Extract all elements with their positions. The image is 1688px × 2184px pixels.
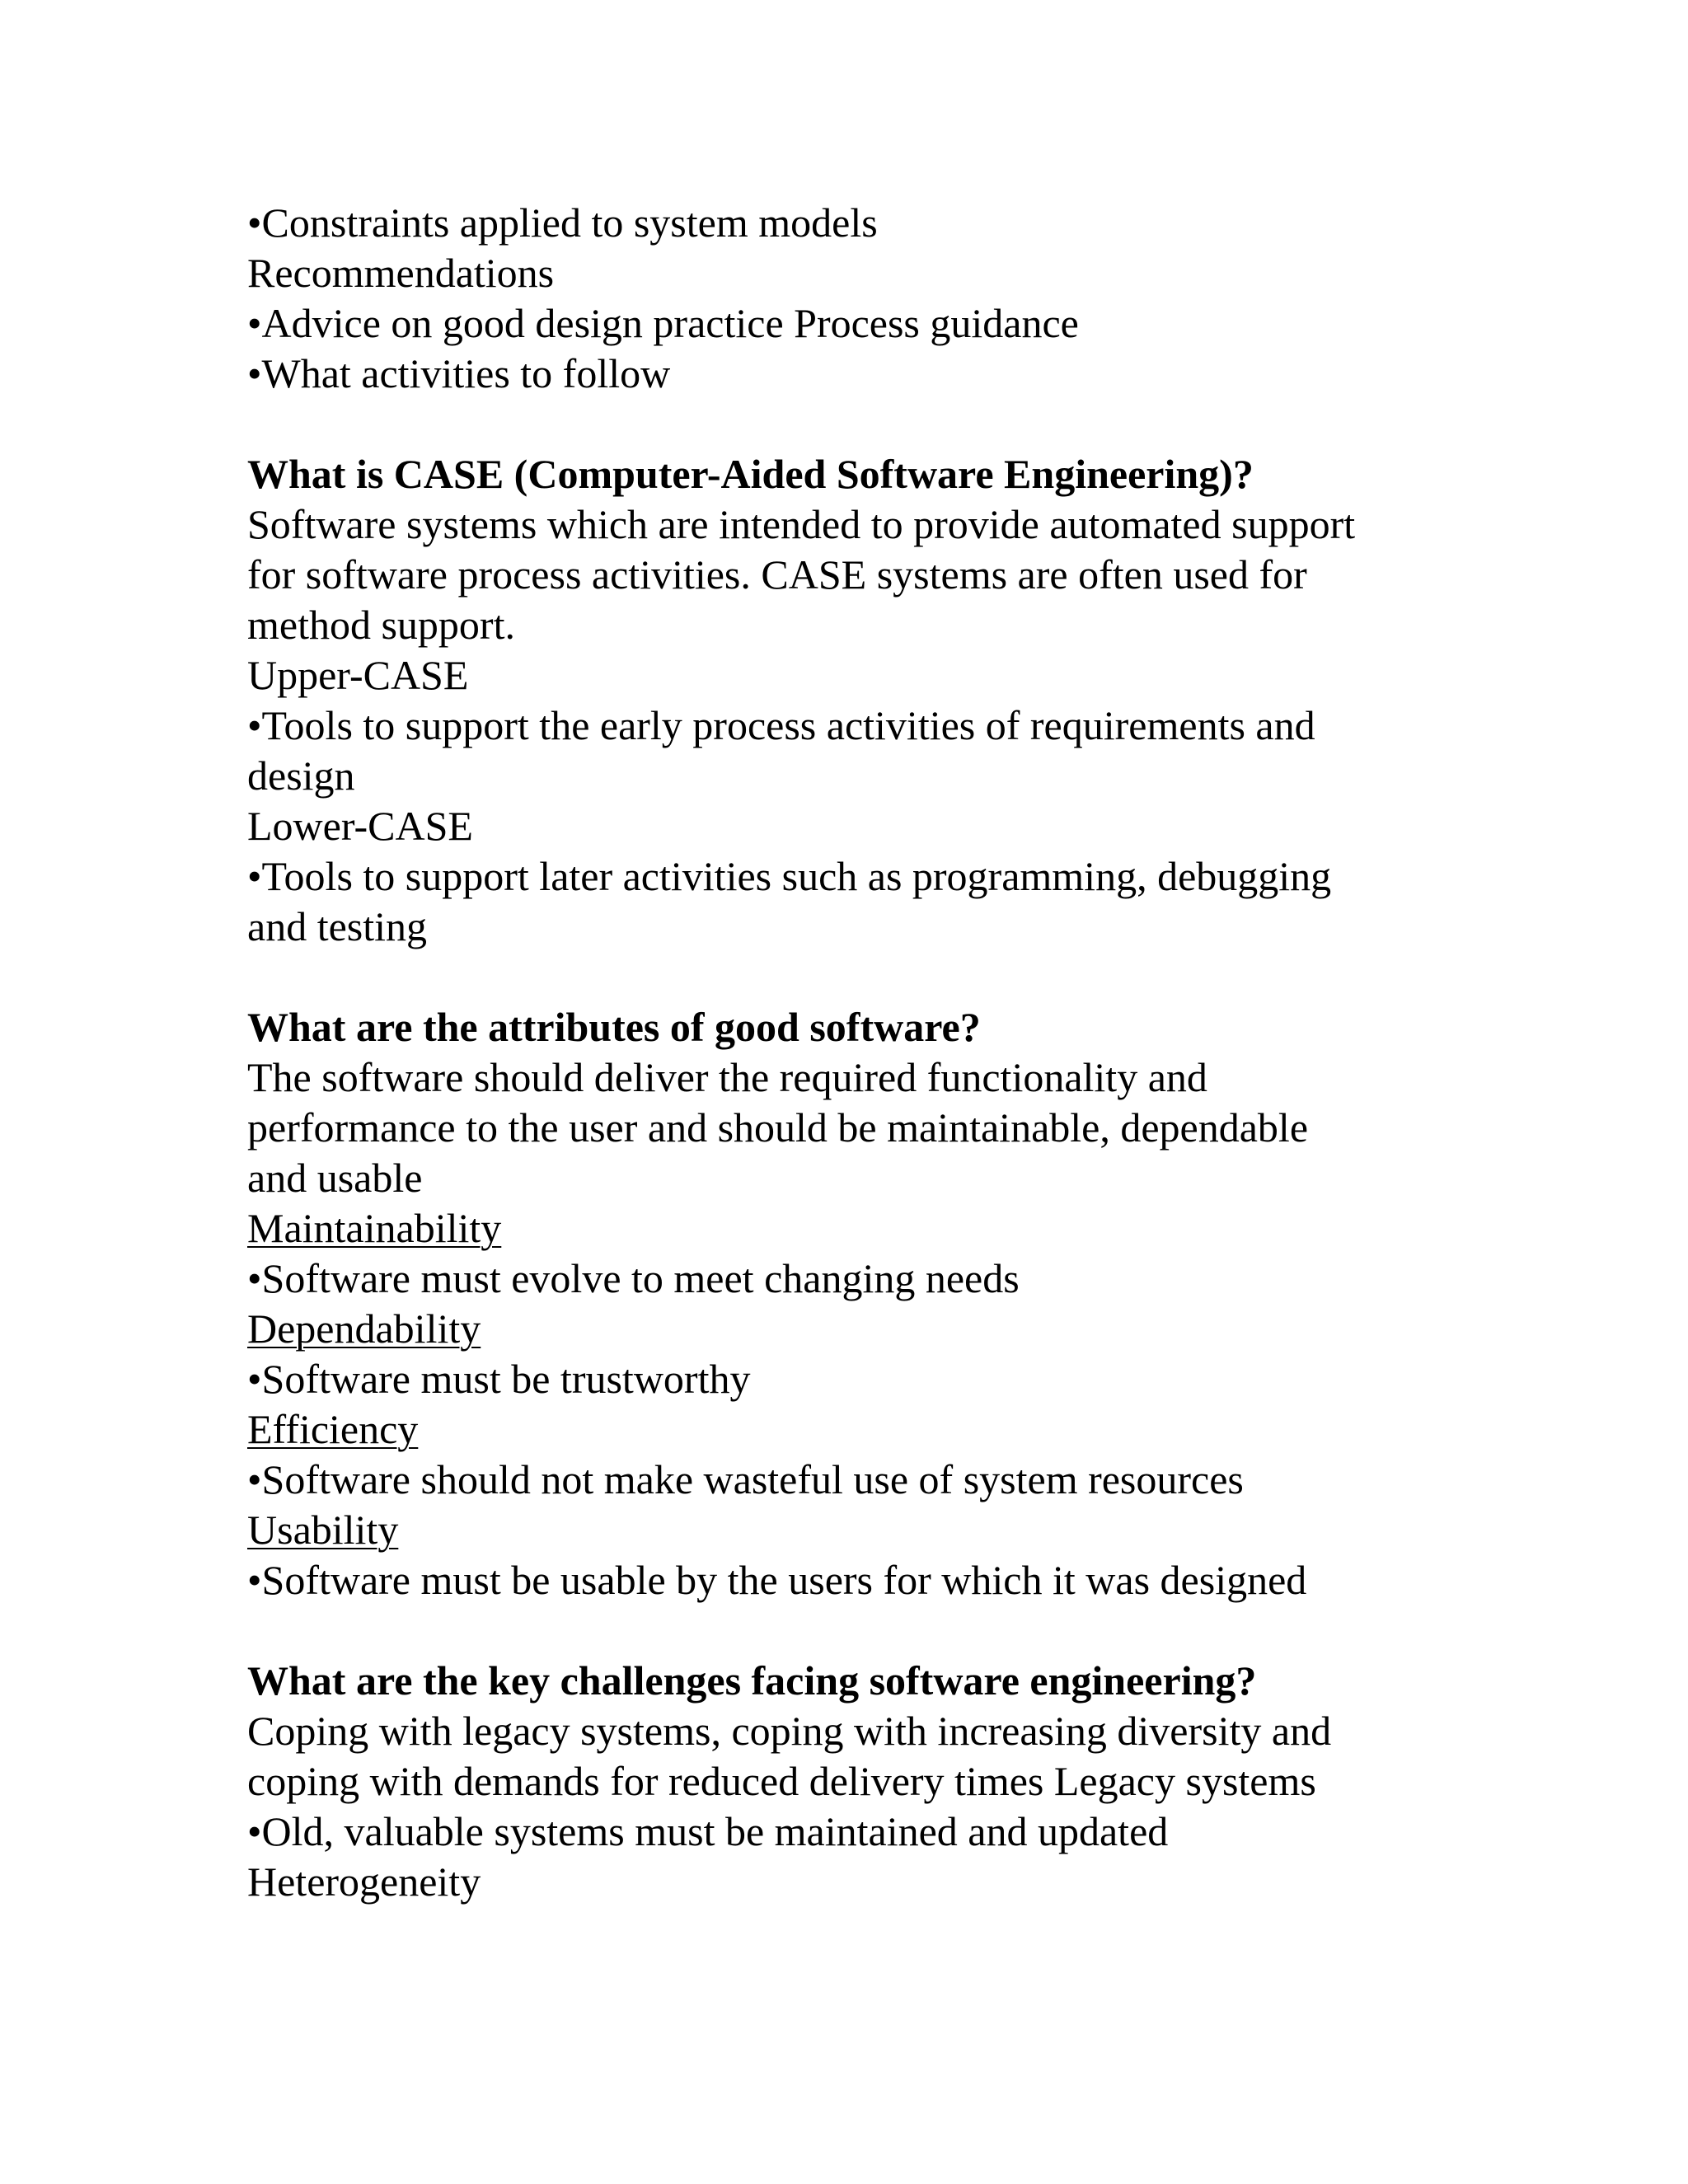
challenges-line: coping with demands for reduced delivery times Legacy systems xyxy=(247,1758,1316,1804)
attributes-section-heading: What are the attributes of good software? xyxy=(247,1004,981,1050)
case-section-line: and testing xyxy=(247,903,428,949)
attributes-intro-line: performance to the user and should be maintainable, dependable xyxy=(247,1104,1309,1151)
attributes-intro-line: and usable xyxy=(247,1155,423,1201)
attribute-description: •Software must be usable by the users for which it was designed xyxy=(247,1557,1307,1603)
attribute-name-usability: Usability xyxy=(247,1507,399,1553)
case-section-heading: What is CASE (Computer-Aided Software Engineering)? xyxy=(247,451,1254,497)
attribute-description: •Software must be trustworthy xyxy=(247,1356,751,1402)
attribute-name-efficiency: Efficiency xyxy=(247,1406,419,1452)
intro-line: •Constraints applied to system models xyxy=(247,199,878,246)
attribute-name-maintainability: Maintainability xyxy=(247,1205,502,1251)
attributes-intro-line: The software should deliver the required functionality and xyxy=(247,1054,1207,1100)
case-section-line: Upper-CASE xyxy=(247,652,469,698)
case-section-line: Lower-CASE xyxy=(247,803,473,849)
paragraph-gap xyxy=(247,952,1484,1002)
case-section-line: design xyxy=(247,752,355,799)
intro-line: •What activities to follow xyxy=(247,350,671,396)
attribute-description: •Software must evolve to meet changing needs xyxy=(247,1255,1020,1301)
case-section-line: for software process activities. CASE systems are often used for xyxy=(247,551,1307,598)
challenges-section-heading: What are the key challenges facing software engineering? xyxy=(247,1657,1257,1704)
paragraph-gap xyxy=(247,1605,1484,1656)
attribute-name-dependability: Dependability xyxy=(247,1305,481,1352)
document-body xyxy=(247,198,1484,1907)
intro-line: Recommendations xyxy=(247,250,555,296)
attribute-description: •Software should not make wasteful use of system resources xyxy=(247,1456,1244,1502)
case-section-line: •Tools to support later activities such as programming, debugging xyxy=(247,853,1332,899)
challenges-line: Heterogeneity xyxy=(247,1858,481,1905)
case-section-line: Software systems which are intended to provide automated support xyxy=(247,501,1356,547)
case-section-line: method support. xyxy=(247,602,515,648)
intro-line: •Advice on good design practice Process guidance xyxy=(247,300,1079,346)
challenges-line: •Old, valuable systems must be maintained and updated xyxy=(247,1808,1169,1854)
case-section-line: •Tools to support the early process activities of requirements and xyxy=(247,702,1315,748)
challenges-line: Coping with legacy systems, coping with increasing diversity and xyxy=(247,1708,1332,1754)
paragraph-gap xyxy=(247,399,1484,449)
